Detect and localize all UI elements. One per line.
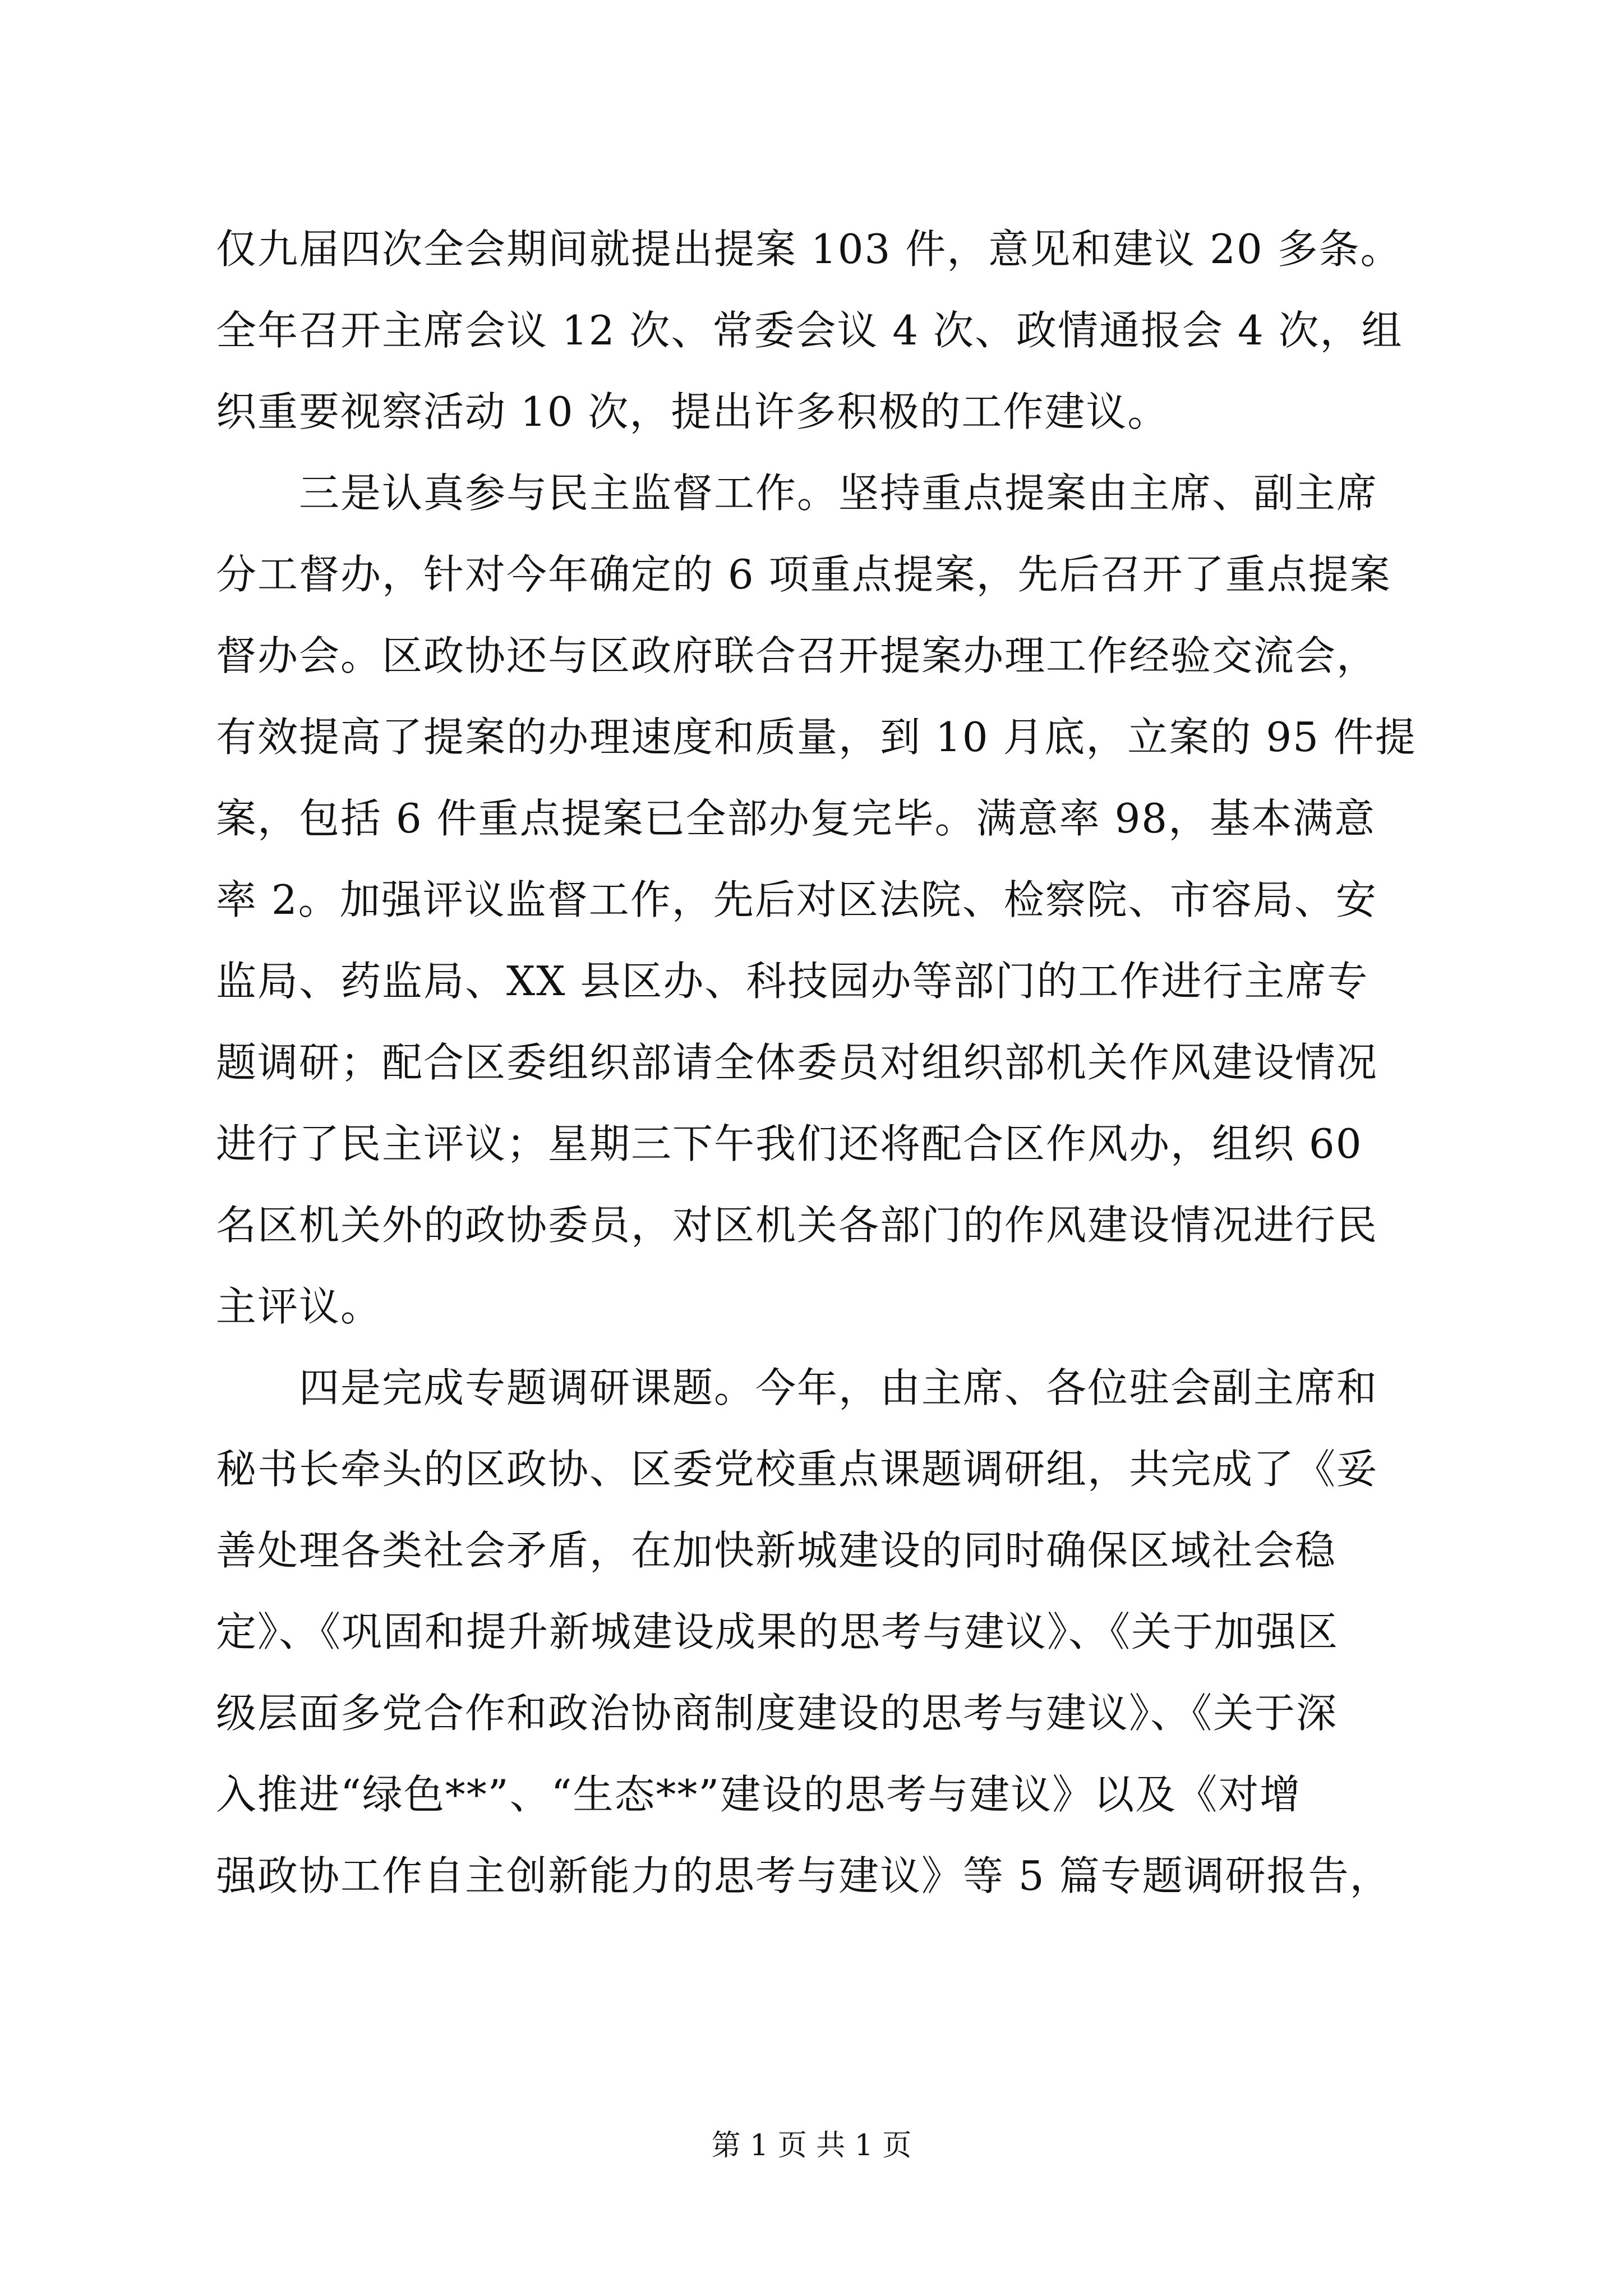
text-line: 名区机关外的政协委员，对区机关各部门的作风建设情况进行民 xyxy=(216,1202,1378,1249)
text-line: 进行了民主评议；星期三下午我们还将配合区作风办，组织 60 xyxy=(216,1120,1363,1167)
document-body xyxy=(216,209,1417,1917)
text-line: 案，包括 6 件重点提案已全部办复完毕。满意率 98，基本满意 xyxy=(216,795,1376,842)
text-line: 分工督办，针对今年确定的 6 项重点提案，先后召开了重点提案 xyxy=(216,551,1391,598)
text-line: 监局、药监局、XX 县区办、科技园办等部门的工作进行主席专 xyxy=(216,958,1369,1005)
text-line: 题调研；配合区委组织部请全体委员对组织部机关作风建设情况 xyxy=(216,1039,1378,1086)
text-line: 有效提高了提案的办理速度和质量，到 10 月底，立案的 95 件提 xyxy=(216,714,1417,761)
text-line: 织重要视察活动 10 次，提出许多积极的工作建议。 xyxy=(216,388,1169,435)
text-line: 四是完成专题调研课题。今年，由主席、各位驻会副主席和 xyxy=(216,1364,1378,1411)
text-line: 级层面多党合作和政治协商制度建设的思考与建议》、《关于深 xyxy=(216,1690,1338,1737)
text-line: 率 2。加强评议监督工作，先后对区法院、检察院、市容局、安 xyxy=(216,876,1377,923)
text-line: 秘书长牵头的区政协、区委党校重点课题调研组，共完成了《妥 xyxy=(216,1446,1378,1493)
text-line: 主评议。 xyxy=(216,1283,382,1330)
page-number-footer: 第 1 页 共 1 页 xyxy=(711,2129,912,2162)
text-line: 三是认真参与民主监督工作。坚持重点提案由主席、副主席 xyxy=(216,470,1378,517)
text-line: 入推进“绿色**”、“生态**”建设的思考与建议》以及《对增 xyxy=(216,1771,1302,1818)
text-line: 仅九届四次全会期间就提出提案 103 件，意见和建议 20 多条。 xyxy=(216,226,1402,273)
text-line: 督办会。区政协还与区政府联合召开提案办理工作经验交流会， xyxy=(216,632,1378,679)
text-line: 全年召开主席会议 12 次、常委会议 4 次、政情通报会 4 次，组 xyxy=(216,307,1403,354)
text-line: 定》、《巩固和提升新城建设成果的思考与建议》、《关于加强区 xyxy=(216,1608,1339,1655)
text-line: 善处理各类社会矛盾，在加快新城建设的同时确保区域社会稳 xyxy=(216,1527,1337,1574)
text-line: 强政协工作自主创新能力的思考与建议》等 5 篇专题调研报告， xyxy=(216,1852,1391,1899)
